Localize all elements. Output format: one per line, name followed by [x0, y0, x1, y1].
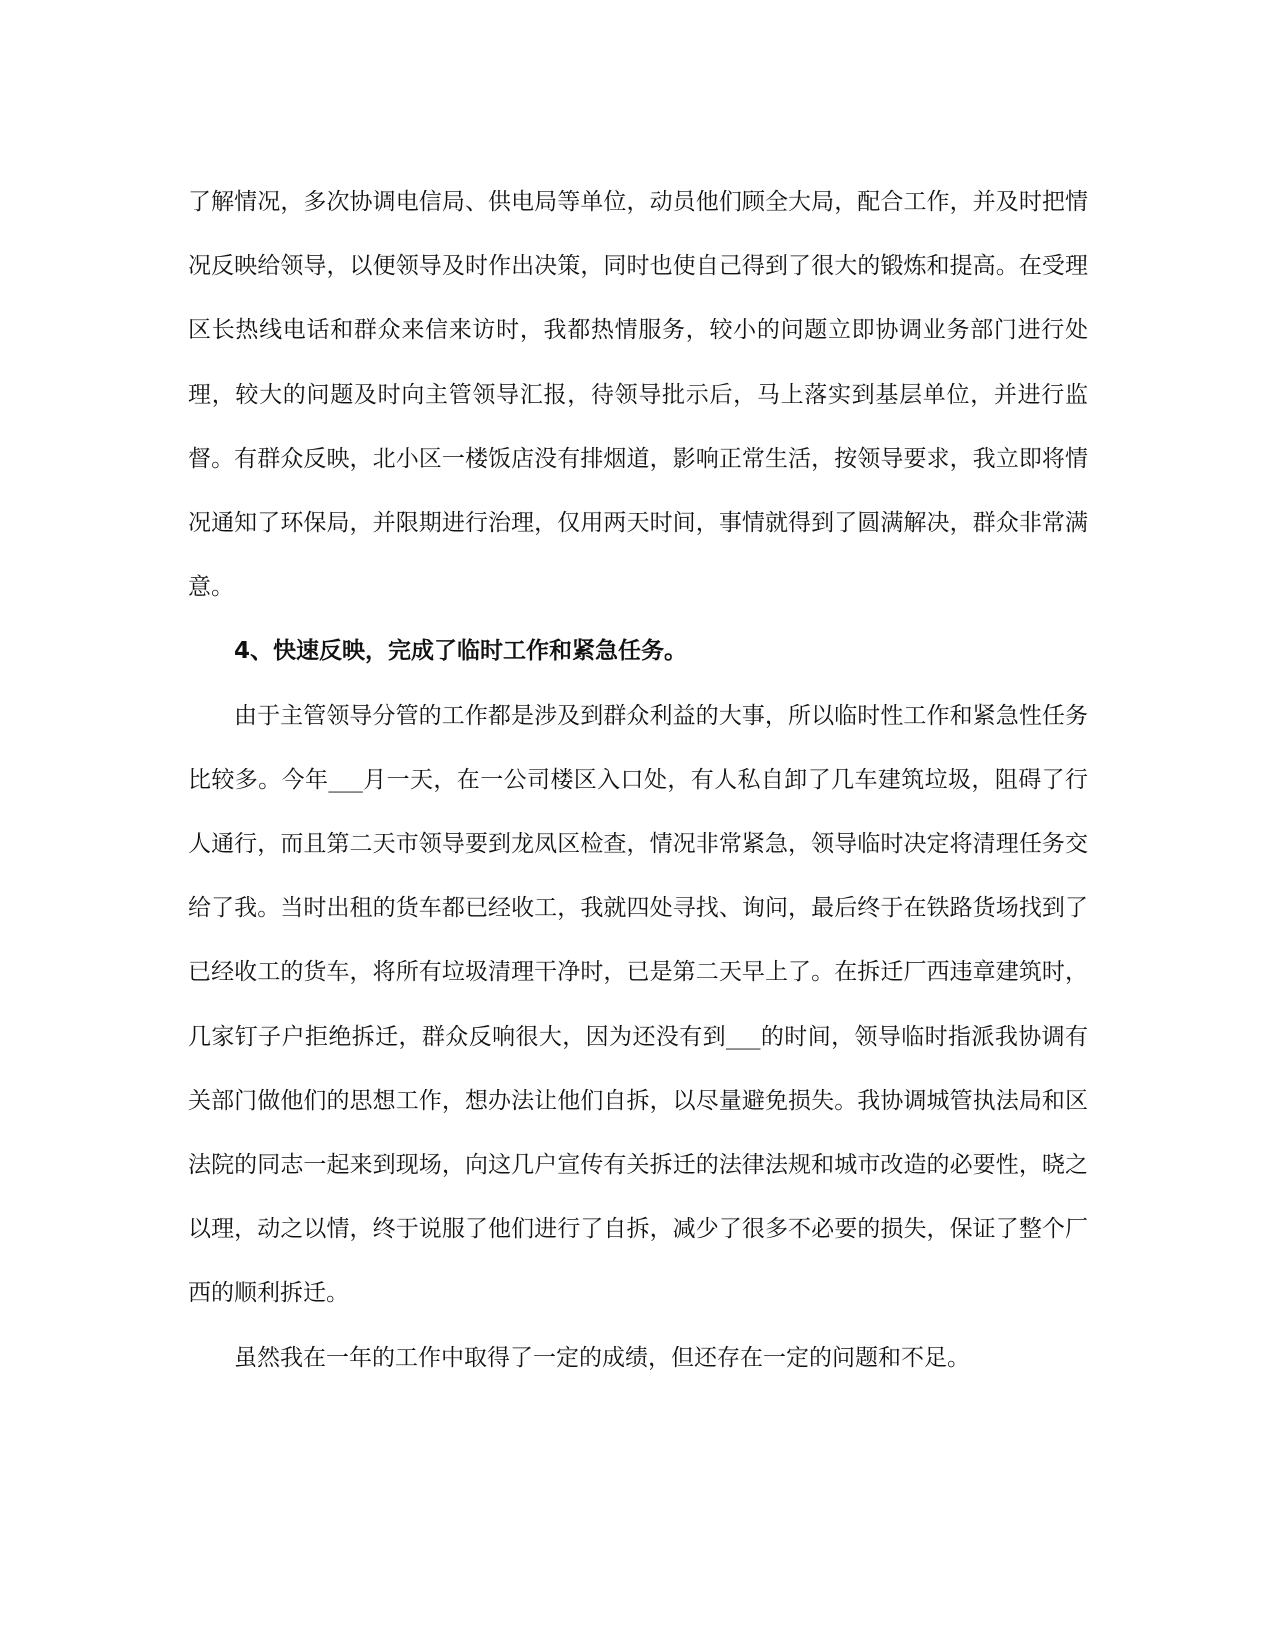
- paragraph-shortcomings: 虽然我在一年的工作中取得了一定的成绩，但还存在一定的问题和不足。: [234, 1344, 970, 1371]
- paragraph-continuation: 了解情况，多次协调电信局、供电局等单位，动员他们顾全大局，配合工作，并及时把情况反映给领导，以便领导及时作出决策，同时也使自己得到了很大的锻炼和提高。在受理区长热线电话和群众来信来访时，我都热情服务，较小的问题立即协调业务部门进行处理，较大的问题及时向主管领导汇报，待领导批示后，马上落实到基层单位，并进行监督。有群众反映，北小区一楼饭店没有排烟道，影响正常生活，按领导要求，我立即将情况通知了环保局，并限期进行治理，仅用两天时间，事情就得到了圆满解决，群众非常满意。: [188, 189, 1088, 601]
- document-body: [188, 170, 1088, 1390]
- paragraph-urgent-tasks: 由于主管领导分管的工作都是涉及到群众利益的大事，所以临时性工作和紧急性任务比较多。今年___月一天，在一公司楼区入口处，有人私自卸了几车建筑垃圾，阻碍了行人通行，而且第二天市领导要到龙凤区检查，情况非常紧急，领导临时决定将清理任务交给了我。当时出租的货车都已经收工，我就四处寻找、询问，最后终于在铁路货场找到了已经收工的货车，将所有垃圾清理干净时，已是第二天早上了。在拆迁厂西违章建筑时，几家钉子户拒绝拆迁，群众反响很大，因为还没有到___的时间，领导临时指派我协调有关部门做他们的思想工作，想办法让他们自拆，以尽量避免损失。我协调城管执法局和区法院的同志一起来到现场，向这几户宣传有关拆迁的法律法规和城市改造的必要性，晓之以理，动之以情，终于说服了他们进行了自拆，减少了很多不必要的损失，保证了整个厂西的顺利拆迁。: [188, 702, 1088, 1307]
- section-heading: 4、快速反映，完成了临时工作和紧急任务。: [234, 638, 688, 665]
